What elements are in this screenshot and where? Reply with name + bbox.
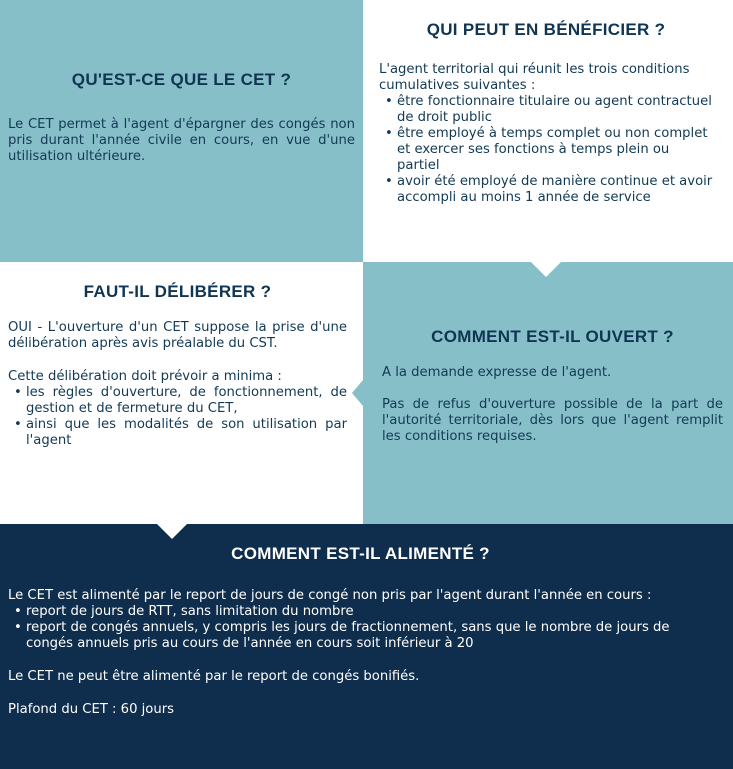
section-intro: L'agent territorial qui réunit les trois conditions cumulatives suivantes : (379, 62, 690, 93)
section-text: Pas de refus d'ouverture possible de la part de l'autorité territoriale, dès lors que l'agent remplit les conditions requises. (382, 397, 723, 444)
ceiling-text: Plafond du CET : 60 jours (8, 702, 175, 717)
pointer-down (157, 524, 187, 539)
list-item: • report de congés annuels, y compris les jours de fractionnement, sans que le nombre de jours de congés annuels pris au cours de l'année en cours soit inférieur à 20 (8, 620, 713, 652)
section-title: FAUT-IL DÉLIBÉRER ? (83, 282, 272, 301)
list-item: • être employé à temps complet ou non complet et exercer ses fonctions à temps plein ou partiel (379, 126, 713, 174)
section-text: OUI - L'ouverture d'un CET suppose la prise d'une délibération après avis préalable du CST. (8, 320, 347, 351)
list-item: • être fonctionnaire titulaire ou agent contractuel de droit public (379, 94, 713, 126)
section-title: QUI PEUT EN BÉNÉFICIER ? (426, 20, 666, 39)
funding-list (8, 604, 713, 652)
section-how-opened (363, 262, 733, 524)
section-title: COMMENT EST-IL ALIMENTÉ ? (231, 544, 490, 563)
conditions-list (379, 94, 713, 206)
section-text: Le CET permet à l'agent d'épargner des congés non pris durant l'année civile en cours, en vue d'une utilisation ultérieure. (8, 117, 355, 164)
section-intro: Le CET est alimenté par le report de jours de congé non pris par l'agent durant l'année en cours : (8, 588, 652, 603)
section-title: QU'EST-CE QUE LE CET ? (71, 70, 292, 89)
section-text: A la demande expresse de l'agent. (382, 365, 612, 380)
section-title: COMMENT EST-IL OUVERT ? (431, 327, 674, 346)
list-item: • les règles d'ouverture, de fonctionnement, de gestion et de fermeture du CET, (8, 385, 347, 417)
section-how-funded (0, 524, 733, 769)
section-deliberate (0, 262, 363, 524)
section-text: Le CET ne peut être alimenté par le report de congés bonifiés. (8, 669, 420, 684)
list-item: • ainsi que les modalités de son utilisation par l'agent (8, 417, 347, 449)
list-item: • avoir été employé de manière continue et avoir accompli au moins 1 année de service (379, 174, 713, 206)
pointer-left (352, 380, 363, 406)
section-who-benefits (363, 0, 733, 262)
list-item: • report de jours de RTT, sans limitation du nombre (8, 604, 713, 620)
pointer-down (531, 262, 561, 277)
deliberation-list (8, 385, 347, 449)
section-what-is-cet (0, 0, 363, 262)
section-text: Cette délibération doit prévoir a minima : (8, 369, 282, 384)
